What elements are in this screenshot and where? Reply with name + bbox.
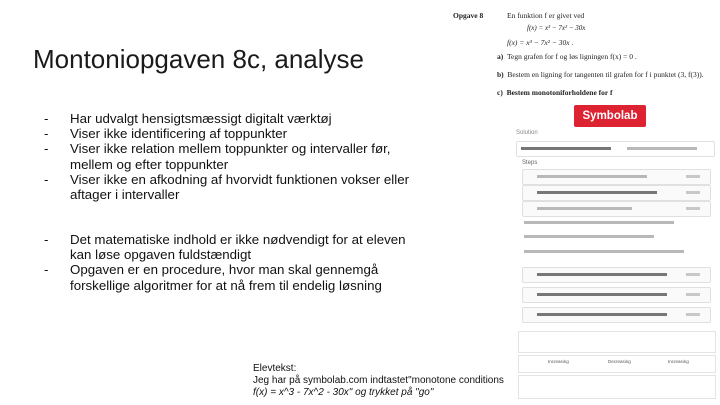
task-excerpt <box>453 8 715 103</box>
bullet-item <box>44 141 444 156</box>
bullet-marker <box>44 157 70 172</box>
bullet-text: forskellige algoritmer for at nå frem til endelig løsning <box>70 277 382 293</box>
bullet-marker: - <box>44 141 49 157</box>
bullet-marker <box>44 187 70 202</box>
step-action <box>686 313 700 316</box>
task-question-a <box>497 52 637 61</box>
bullet-item <box>44 247 444 262</box>
step-text <box>537 207 632 210</box>
task-formula-small: f(x) = x³ − 7x² − 30x <box>527 24 586 32</box>
check-sign-row <box>522 267 711 283</box>
solution-formula <box>627 147 697 150</box>
step-text <box>524 250 684 253</box>
task-intro: En funktion f er givet ved <box>507 11 585 20</box>
solution-label: Solution <box>516 130 538 136</box>
task-question-b <box>497 70 704 79</box>
step-text <box>537 313 667 316</box>
step-action <box>686 293 700 296</box>
bullet-text: Har udvalgt hensigtsmæssigt digitalt værktøj <box>70 111 332 126</box>
student-text-line-1: Jeg har på symbolab.com indtastet"monotone conditions <box>253 375 504 386</box>
table-header-1: Increasing <box>548 359 569 364</box>
step-text <box>537 273 667 276</box>
monotonicity-table <box>518 331 715 401</box>
bullet-marker: - <box>44 171 49 187</box>
bullet-text: aftager i intervaller <box>70 187 180 203</box>
bullet-list-analysis <box>44 111 444 202</box>
table-row <box>518 355 716 373</box>
bullet-text: Opgaven er en procedure, hvor man skal gennemgå <box>70 262 379 278</box>
task-formula: f(x) = x³ − 7x² − 30x . <box>507 38 574 47</box>
bullet-item <box>44 157 444 172</box>
steps-label: Steps <box>522 160 538 166</box>
bullet-item <box>44 126 444 141</box>
bullet-item <box>44 232 444 247</box>
bullet-text: Viser ikke relation mellem toppunkter og intervaller før, <box>70 141 391 157</box>
check-sign-row <box>522 307 711 323</box>
step-text <box>537 175 647 178</box>
show-steps-link[interactable] <box>686 191 700 194</box>
bullet-marker: - <box>44 111 49 126</box>
student-text-label: Elevtekst: <box>253 363 297 374</box>
table-row <box>518 375 716 399</box>
bullet-marker: - <box>44 262 49 278</box>
table-row <box>518 331 716 353</box>
step-row <box>522 201 711 217</box>
bullet-item <box>44 262 444 277</box>
step-text <box>524 235 654 238</box>
question-text: Bestem monotoniforholdene for f <box>506 88 613 97</box>
step-text <box>524 221 674 224</box>
bullet-marker <box>44 247 70 262</box>
symbolab-screenshot <box>512 105 717 401</box>
task-number: Opgave 8 <box>453 11 484 20</box>
bullet-text: mellem og efter toppunkter <box>70 156 229 172</box>
table-header-2: Decreasing <box>608 359 631 364</box>
question-letter: a) <box>497 52 504 61</box>
step-text <box>537 293 667 296</box>
bullet-marker <box>44 278 70 293</box>
bullet-list-content <box>44 232 444 293</box>
symbolab-logo: Symbolab <box>574 105 646 127</box>
bullet-item <box>44 278 444 293</box>
step-action <box>686 273 700 276</box>
bullet-item <box>44 111 444 126</box>
bullet-text: Viser ikke identificering af toppunkter <box>70 126 288 142</box>
show-steps-link[interactable] <box>686 207 700 210</box>
bullet-marker: - <box>44 126 49 142</box>
table-header-3: Increasing <box>668 359 689 364</box>
bullet-marker: - <box>44 232 49 247</box>
question-text: Tegn grafen for f og løs ligningen f(x) = 0 . <box>507 52 637 61</box>
question-text: Bestem en ligning for tangenten til grafen for f i punktet (3, f(3)). <box>507 70 704 79</box>
solution-row <box>516 141 715 157</box>
step-row <box>522 185 711 201</box>
solution-text <box>521 147 611 150</box>
bullet-text: kan løse opgaven fuldstændigt <box>70 247 252 263</box>
step-row <box>522 169 711 185</box>
student-text <box>253 363 513 399</box>
check-sign-row <box>522 287 711 303</box>
task-question-c <box>497 88 612 97</box>
slide-title: Montoniopgaven 8c, analyse <box>33 44 365 74</box>
question-letter: b) <box>497 70 504 79</box>
bullet-text: Viser ikke en afkodning af hvorvidt funktionen vokser eller <box>70 171 410 187</box>
bullet-item <box>44 172 444 187</box>
step-text <box>537 191 657 194</box>
bullet-item <box>44 187 444 202</box>
student-text-line-2: f(x) = x^3 - 7x^2 - 30x" og trykket på "go" <box>253 387 434 398</box>
step-action <box>686 175 700 178</box>
bullet-text: Det matematiske indhold er ikke nødvendigt for at eleven <box>70 232 406 247</box>
question-letter: c) <box>497 88 503 97</box>
